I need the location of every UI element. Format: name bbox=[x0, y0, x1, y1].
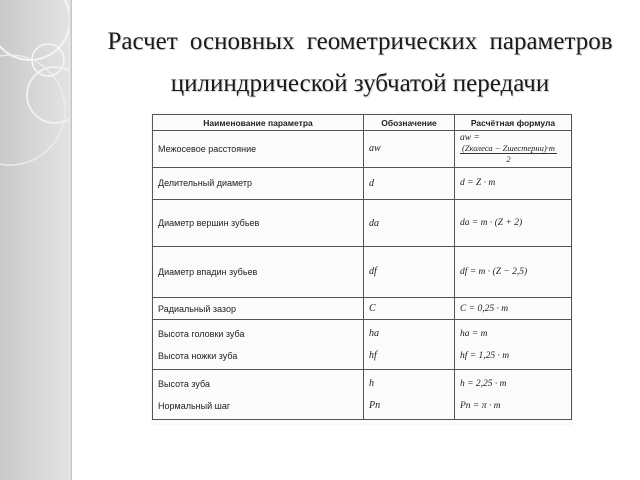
param-formula: ha = m bbox=[460, 328, 488, 339]
param-formula bbox=[455, 131, 572, 168]
param-name-group bbox=[153, 320, 364, 370]
param-formula: d = Z · m bbox=[455, 167, 572, 200]
param-symbol: hf bbox=[369, 349, 377, 361]
param-formula: da = m · (Z + 2) bbox=[455, 200, 572, 247]
formula-fraction bbox=[460, 143, 557, 164]
param-formula: hf = 1,25 · m bbox=[460, 350, 510, 361]
param-name: Диаметр вершин зубьев bbox=[153, 200, 364, 247]
param-name: Делительный диаметр bbox=[153, 167, 364, 200]
header-symbol: Обозначение bbox=[364, 115, 455, 131]
fraction-denominator: 2 bbox=[506, 154, 511, 165]
fraction-numerator: (Zколеса − Zшестерни)·m bbox=[462, 143, 555, 154]
param-symbol: C bbox=[364, 297, 455, 319]
title-line-1: Расчет основных геометрических параметров bbox=[107, 28, 613, 55]
param-formula: h = 2,25 · m bbox=[460, 378, 507, 389]
table-row bbox=[153, 131, 572, 168]
param-formula-group bbox=[455, 370, 572, 420]
table-row bbox=[153, 370, 572, 420]
parameters-table bbox=[152, 114, 572, 424]
table-header-row bbox=[153, 115, 572, 131]
param-name: Высота зуба bbox=[158, 378, 210, 389]
slide-title bbox=[80, 24, 640, 102]
param-symbol: ha bbox=[369, 327, 379, 339]
param-symbol: d bbox=[364, 167, 455, 200]
table-row bbox=[153, 320, 572, 370]
param-name: Высота головки зуба bbox=[158, 328, 245, 339]
param-name: Диаметр впадин зубьев bbox=[153, 246, 364, 297]
panel-edge bbox=[69, 0, 72, 480]
table-row bbox=[153, 200, 572, 247]
param-formula: C = 0,25 · m bbox=[455, 297, 572, 319]
param-name-group bbox=[153, 370, 364, 420]
param-name: Радиальный зазор bbox=[153, 297, 364, 319]
param-symbol: da bbox=[364, 200, 455, 247]
param-formula-group bbox=[455, 320, 572, 370]
table-row bbox=[153, 167, 572, 200]
param-formula: df = m · (Z − 2,5) bbox=[455, 246, 572, 297]
param-symbol-group bbox=[364, 320, 455, 370]
decorative-circles bbox=[0, 0, 72, 480]
table-row bbox=[153, 297, 572, 319]
param-symbol: df bbox=[364, 246, 455, 297]
param-symbol-group bbox=[364, 370, 455, 420]
param-name: Нормальный шаг bbox=[158, 400, 231, 411]
table-row bbox=[153, 246, 572, 297]
param-formula: Pn = π · m bbox=[460, 400, 501, 411]
param-symbol: h bbox=[369, 377, 374, 389]
param-name: Межосевое расстояние bbox=[153, 131, 364, 168]
param-name: Высота ножки зуба bbox=[158, 350, 238, 361]
formula-prefix: aw = bbox=[460, 133, 480, 144]
header-parameter-name: Наименование параметра bbox=[153, 115, 364, 131]
param-symbol: aw bbox=[364, 131, 455, 168]
title-line-2: цилиндрической зубчатой передачи bbox=[170, 70, 550, 97]
header-formula: Расчётная формула bbox=[455, 115, 572, 131]
param-symbol: Pn bbox=[369, 399, 381, 411]
side-decoration-panel bbox=[0, 0, 72, 480]
